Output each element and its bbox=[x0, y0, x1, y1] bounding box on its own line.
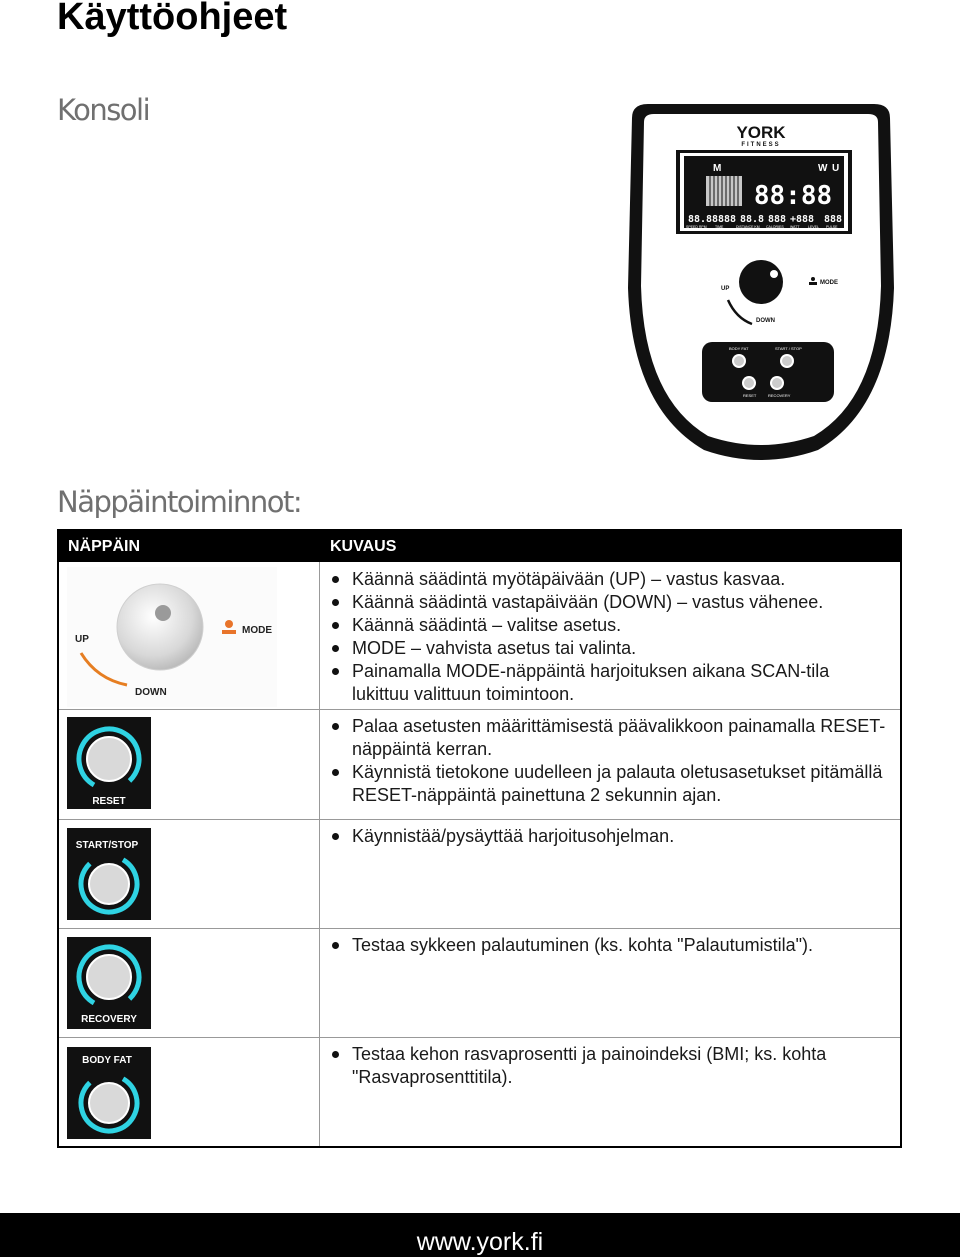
header-key: NÄPPÄIN bbox=[68, 538, 141, 555]
lcd-label-time: TIME bbox=[715, 225, 724, 229]
header-description: KUVAUS bbox=[330, 538, 397, 555]
reset-bullet-1: Palaa asetusten määrittämisestä päävalikkoon painamalla RESET-näppäintä kerran. bbox=[329, 715, 889, 761]
table-row-reset bbox=[59, 710, 319, 819]
console-down-label: DOWN bbox=[756, 318, 775, 324]
console-reset-label: RESET bbox=[743, 393, 757, 398]
table-row-start-stop bbox=[59, 820, 319, 928]
table-row-knob bbox=[59, 562, 319, 709]
start-stop-button-image bbox=[67, 828, 151, 920]
knob-mode-label: MODE bbox=[242, 625, 272, 636]
table-header bbox=[59, 531, 900, 562]
body-fat-bullet-1: Testaa kehon rasvaprosentti ja painoindeksi (BMI; ks. kohta "Rasvaprosenttitila). bbox=[329, 1043, 889, 1089]
lcd-label-distance: DISTANCE KM bbox=[736, 225, 760, 229]
console-body-fat-label: BODY FAT bbox=[729, 346, 749, 351]
table-row-knob-description bbox=[329, 568, 889, 706]
svg-text:M: M bbox=[713, 163, 722, 174]
console-illustration bbox=[618, 98, 904, 468]
table-row-recovery-description bbox=[329, 934, 889, 957]
lcd-readout-calories: 888 bbox=[768, 214, 787, 225]
lcd-readout-time: 8888 bbox=[712, 214, 737, 225]
lcd-label-calories: CALORIES bbox=[766, 225, 784, 229]
key-functions-table bbox=[57, 529, 902, 1148]
body-fat-button-image bbox=[67, 1047, 151, 1139]
svg-text:W: W bbox=[818, 163, 828, 174]
knob-bullet-5: Painamalla MODE-näppäintä harjoituksen aikana SCAN-tila lukittuu valittuun toimintoon. bbox=[329, 660, 889, 706]
lcd-readout-watt: +888 bbox=[790, 214, 815, 225]
body-fat-key-label: BODY FAT bbox=[82, 1055, 132, 1066]
console-brand: YORK bbox=[736, 123, 786, 142]
console-heading: Konsoli bbox=[57, 93, 150, 127]
svg-text:U: U bbox=[832, 163, 840, 174]
recovery-bullet-1: Testaa sykkeen palautuminen (ks. kohta "Palautumistila"). bbox=[329, 934, 889, 957]
lcd-label-level: LEVEL bbox=[808, 225, 819, 229]
table-row-recovery bbox=[59, 929, 319, 1037]
knob-bullet-2: Käännä säädintä vastapäivään (DOWN) – vastus vähenee. bbox=[329, 591, 889, 614]
reset-bullet-2: Käynnistä tietokone uudelleen ja palauta oletusasetukset pitämällä RESET-näppäintä painettuna 2 sekunnin ajan. bbox=[329, 761, 889, 807]
knob-bullet-4: MODE – vahvista asetus tai valinta. bbox=[329, 637, 889, 660]
knob-bullet-1: Käännä säädintä myötäpäivään (UP) – vastus kasvaa. bbox=[329, 568, 889, 591]
start-stop-key-label: START/STOP bbox=[75, 840, 139, 851]
lcd-readout-pulse: 888 bbox=[824, 214, 843, 225]
knob-up-label: UP bbox=[75, 634, 89, 645]
table-row-body-fat bbox=[59, 1038, 319, 1148]
console-start-stop-label: START / STOP bbox=[775, 346, 802, 351]
console-mode-label: MODE bbox=[820, 280, 838, 286]
console-brand-sub: FITNESS bbox=[741, 142, 781, 148]
footer-url[interactable]: www.york.fi bbox=[416, 1228, 544, 1256]
start-stop-bullet-1: Käynnistää/pysäyttää harjoitusohjelman. bbox=[329, 825, 889, 848]
reset-button-image bbox=[67, 717, 151, 809]
table-row-reset-description bbox=[329, 715, 889, 807]
page-title: Käyttöohjeet bbox=[57, 0, 288, 38]
console-recovery-label: RECOVERY bbox=[768, 393, 791, 398]
knob-down-label: DOWN bbox=[135, 687, 167, 698]
lcd-time: 88:88 bbox=[753, 181, 833, 211]
table-row-start-stop-description bbox=[329, 825, 889, 848]
lcd-label-pulse: PULSE bbox=[826, 225, 838, 229]
table-row-body-fat-description bbox=[329, 1043, 889, 1089]
footer bbox=[0, 1213, 960, 1257]
lcd-label-speed: SPEED RPM bbox=[686, 225, 707, 229]
recovery-button-image bbox=[67, 937, 151, 1029]
lcd-readout-distance: 88.8 bbox=[740, 214, 765, 225]
column-divider bbox=[319, 562, 320, 1146]
lcd-label-watt: WATT bbox=[790, 225, 800, 229]
lcd-readout-speed: 88.8 bbox=[688, 214, 713, 225]
reset-key-label: RESET bbox=[92, 796, 126, 807]
knob-bullet-3: Käännä säädintä – valitse asetus. bbox=[329, 614, 889, 637]
knob-image bbox=[67, 567, 277, 707]
keys-heading: Näppäintoiminnot: bbox=[57, 485, 302, 519]
console-up-label: UP bbox=[721, 286, 730, 292]
recovery-key-label: RECOVERY bbox=[81, 1014, 137, 1025]
